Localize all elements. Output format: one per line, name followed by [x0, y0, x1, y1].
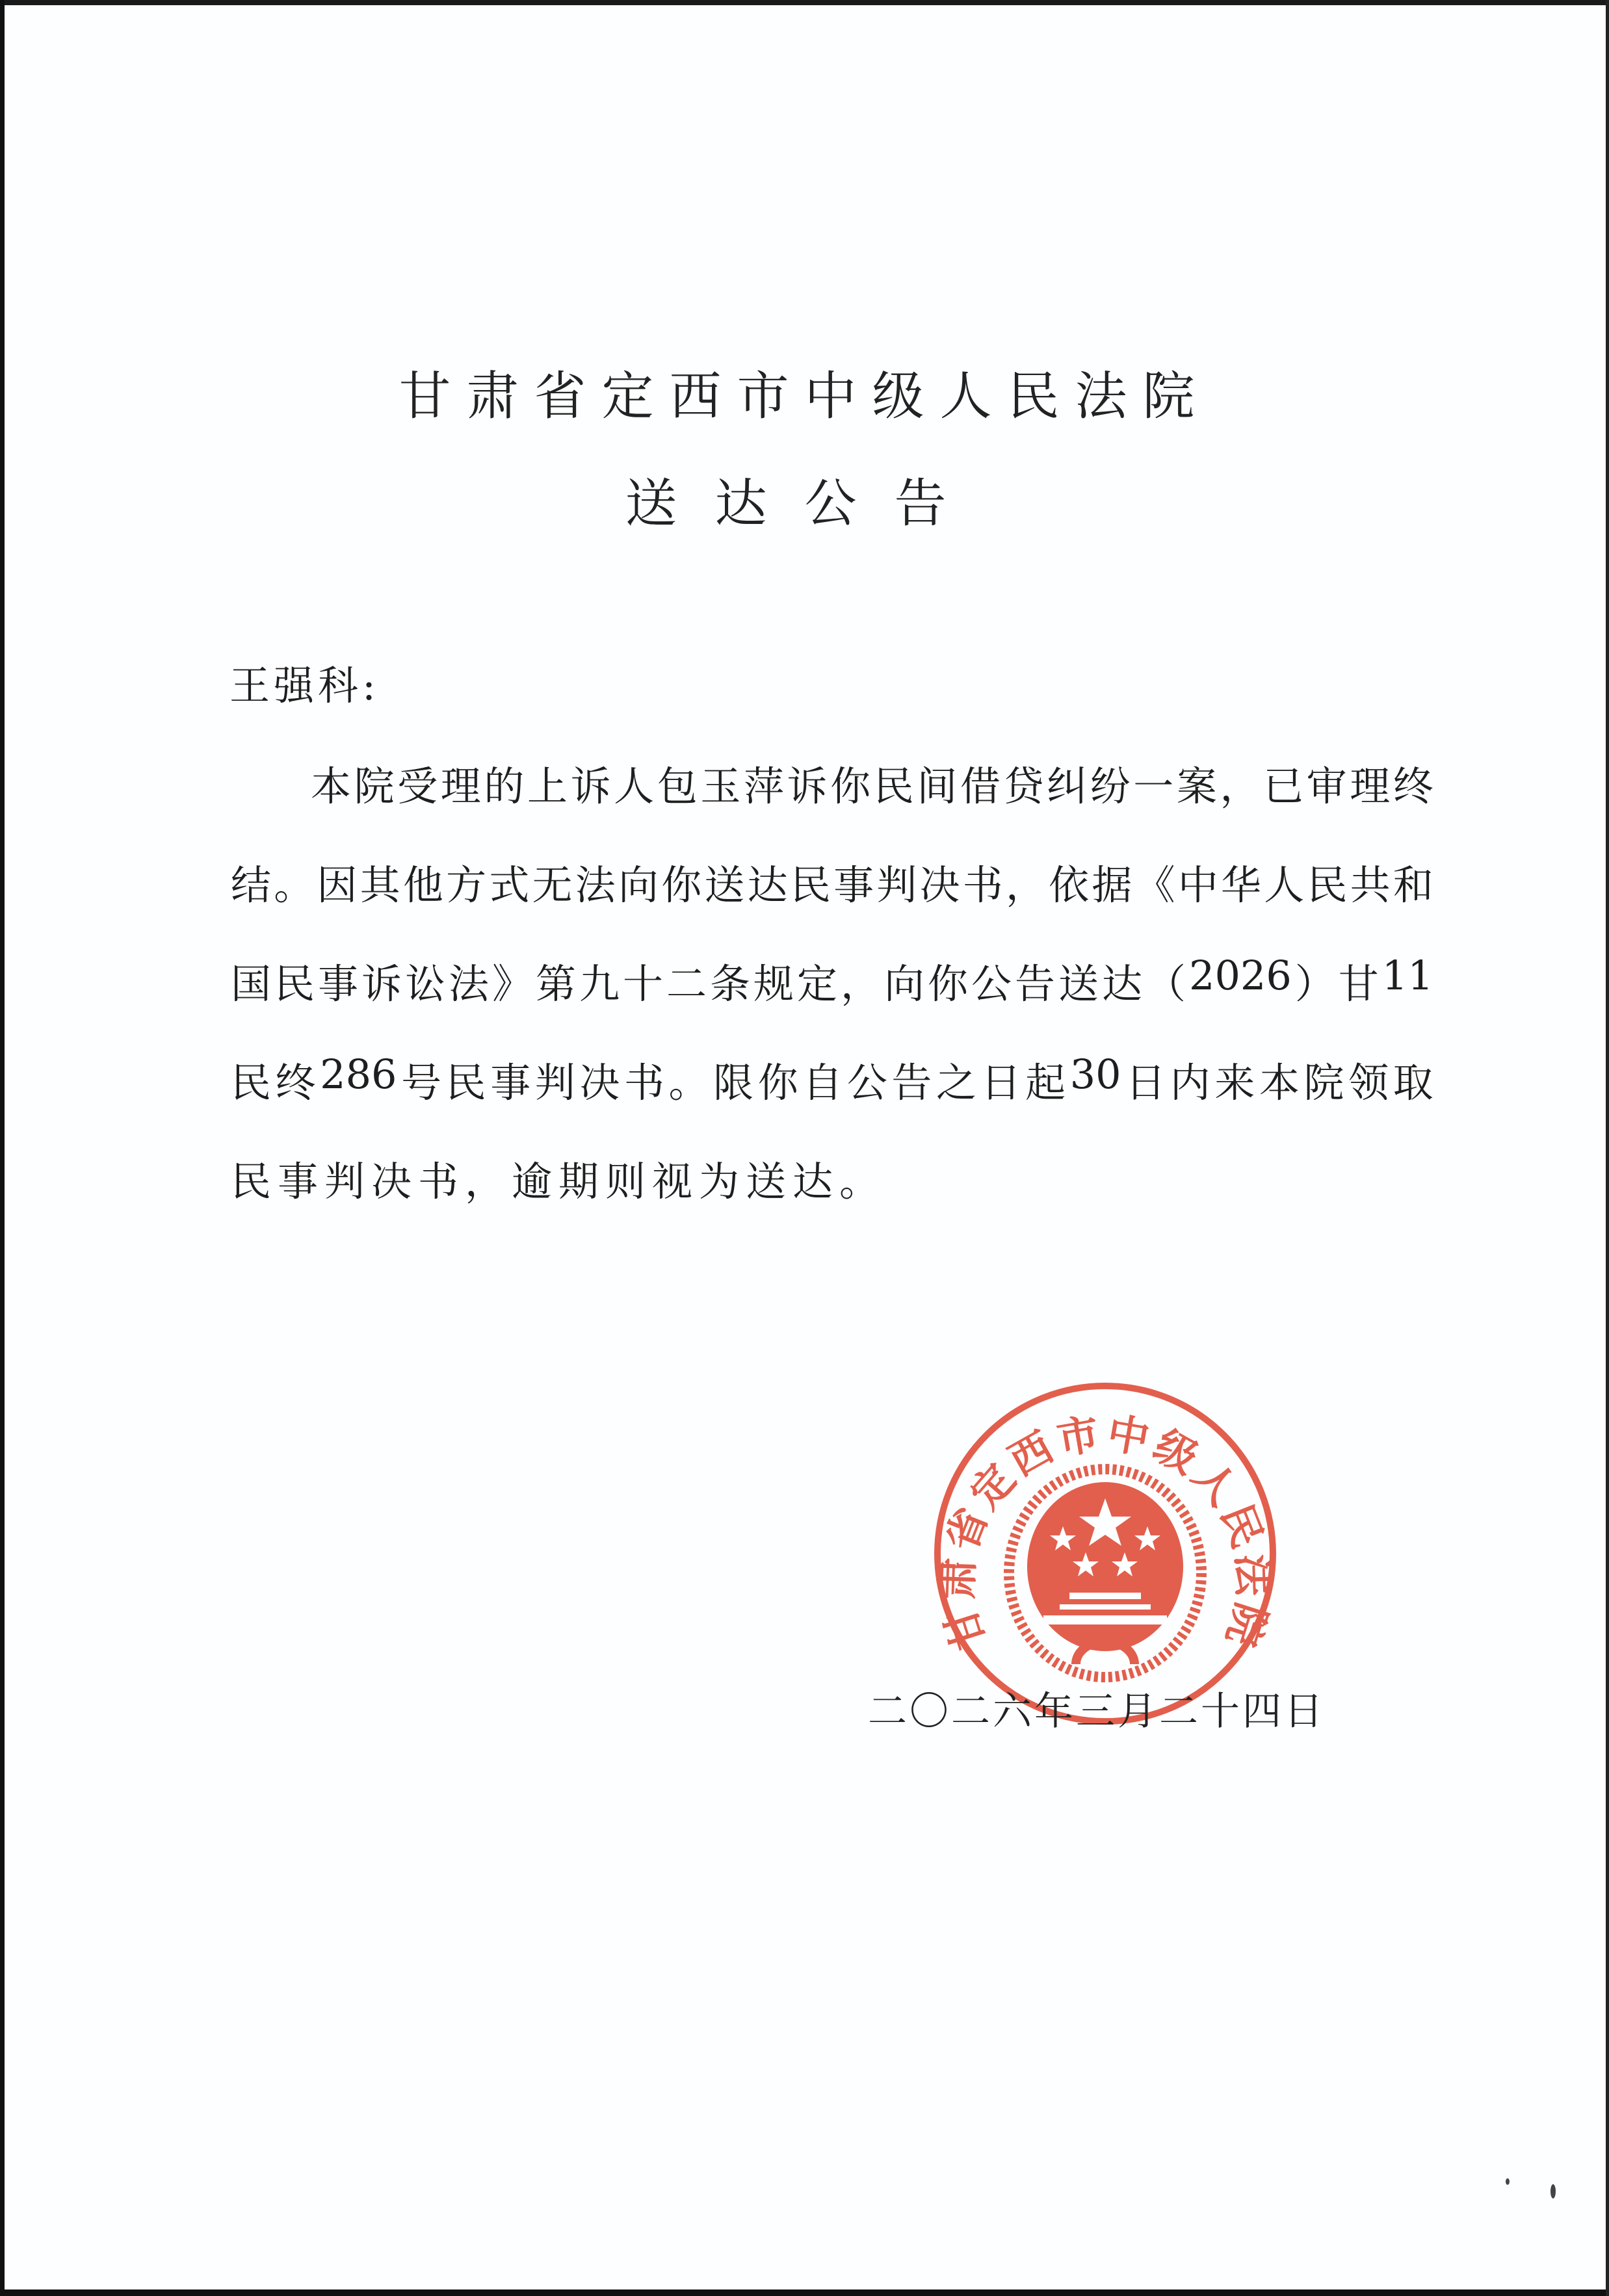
body-char: 纠 — [1047, 763, 1088, 810]
body-char: 公 — [971, 960, 1012, 1008]
official-seal — [930, 1378, 1281, 1729]
body-char: 规 — [753, 960, 794, 1008]
body-char: 纷 — [1090, 763, 1131, 810]
body-char: 讼 — [405, 960, 446, 1008]
body-char: 内 — [1170, 1059, 1210, 1106]
scan-edge-left — [0, 0, 5, 2296]
body-char: 终 — [275, 1059, 316, 1106]
body-char: 甘 — [1338, 960, 1379, 1008]
body-char: 间 — [917, 763, 958, 810]
body-char: 民 — [274, 960, 315, 1008]
body-char: 286 — [320, 1050, 397, 1098]
body-char: 公 — [846, 1059, 887, 1106]
scan-speck — [1550, 2184, 1556, 2198]
body-char: 和 — [1393, 861, 1433, 909]
body-char: 院 — [1303, 1059, 1344, 1106]
body-char: 理 — [440, 763, 481, 810]
body-char: 二 — [666, 960, 707, 1008]
body-line-2 — [231, 853, 1433, 911]
body-char: 国 — [231, 960, 272, 1008]
body-char: 你 — [830, 763, 871, 810]
body-char: 日 — [980, 1059, 1021, 1106]
scan-edge-top — [0, 0, 1609, 5]
body-char: 自 — [802, 1059, 843, 1106]
body-char: 送 — [1058, 960, 1099, 1008]
body-char: 判 — [534, 1059, 575, 1106]
body-char: 《 — [1134, 861, 1175, 909]
body-char: 你 — [757, 1059, 798, 1106]
body-char: 华 — [1221, 861, 1262, 909]
body-char: 据 — [1092, 861, 1132, 909]
issue-date: 二〇二六年三月二十四日 — [868, 1689, 1326, 1734]
body-char: （ — [1145, 960, 1186, 1008]
body-char: 民 — [445, 1059, 486, 1106]
body-char: 已 — [1263, 763, 1304, 810]
body-line-5: 民事判决书，逾期则视为送达。 — [231, 1158, 887, 1205]
body-char: 达 — [747, 861, 788, 909]
body-char: 告 — [891, 1059, 932, 1106]
seal-text: 甘肃省定西市中级人民法院 — [933, 1409, 1277, 1656]
body-char: 审 — [1306, 763, 1347, 810]
body-char: 限 — [713, 1059, 754, 1106]
body-char: 。 — [668, 1059, 709, 1106]
body-char: 取 — [1393, 1059, 1433, 1106]
body-char: 贷 — [1003, 763, 1044, 810]
body-char: 事 — [833, 861, 874, 909]
body-char: 送 — [704, 861, 745, 909]
body-char: 。 — [274, 861, 315, 909]
body-char: 案 — [1176, 763, 1217, 810]
body-char: 借 — [960, 763, 1001, 810]
body-char: 民 — [1307, 861, 1348, 909]
body-char: 民 — [873, 763, 914, 810]
body-char: 定 — [797, 960, 838, 1008]
body-char: 日 — [1125, 1059, 1166, 1106]
body-char: ， — [1220, 763, 1261, 810]
body-char: 受 — [397, 763, 438, 810]
body-char: 共 — [1350, 861, 1391, 909]
body-char: 向 — [618, 861, 659, 909]
body-char: 的 — [484, 763, 525, 810]
notice-title: 送达公告 — [625, 473, 984, 534]
body-char: 判 — [876, 861, 917, 909]
body-char: 告 — [1015, 960, 1056, 1008]
body-char: 民 — [790, 861, 831, 909]
body-char: 式 — [489, 861, 530, 909]
body-char: 因 — [317, 861, 358, 909]
scan-edge-right — [1606, 0, 1609, 2296]
body-char: 依 — [1049, 861, 1090, 909]
body-char: 上 — [527, 763, 568, 810]
body-char: 之 — [936, 1059, 977, 1106]
body-char: 条 — [710, 960, 751, 1008]
body-char: 2026 — [1189, 952, 1292, 999]
body-char: 人 — [1264, 861, 1305, 909]
body-char: 号 — [401, 1059, 442, 1106]
body-line-4 — [231, 1050, 1433, 1108]
body-char: 院 — [354, 763, 395, 810]
body-char: 包 — [657, 763, 698, 810]
body-char: 来 — [1214, 1059, 1255, 1106]
body-char: 诉 — [570, 763, 611, 810]
body-char: 法 — [575, 861, 616, 909]
scan-edge-bottom — [0, 2289, 1609, 2296]
body-line-1 — [311, 754, 1433, 812]
body-char: 他 — [402, 861, 443, 909]
body-char: 中 — [1177, 861, 1218, 909]
body-char: 理 — [1350, 763, 1391, 810]
body-char: 方 — [446, 861, 487, 909]
body-char: 无 — [532, 861, 573, 909]
body-char: ） — [1294, 960, 1335, 1008]
body-char: 书 — [962, 861, 1003, 909]
body-char: ， — [841, 960, 882, 1008]
body-char: 事 — [318, 960, 359, 1008]
body-line-3 — [231, 952, 1433, 1010]
body-char: 30 — [1069, 1050, 1121, 1098]
addressee: 王强科: — [229, 662, 380, 709]
body-char: ， — [1005, 861, 1046, 909]
body-char: 九 — [579, 960, 620, 1008]
body-char: 第 — [536, 960, 577, 1008]
body-char: 达 — [1102, 960, 1143, 1008]
body-char: 事 — [490, 1059, 531, 1106]
body-char: 起 — [1025, 1059, 1066, 1106]
body-char: 决 — [919, 861, 960, 909]
body-char: 11 — [1381, 952, 1433, 999]
body-char: 书 — [623, 1059, 664, 1106]
body-char: 十 — [623, 960, 664, 1008]
body-char: 玉 — [700, 763, 741, 810]
national-emblem-icon — [1009, 1469, 1201, 1677]
body-char: 本 — [311, 763, 352, 810]
body-char: 一 — [1133, 763, 1174, 810]
body-char: 民 — [231, 1059, 272, 1106]
scan-speck — [1506, 2178, 1510, 2185]
body-char: 你 — [661, 861, 702, 909]
body-char: 领 — [1348, 1059, 1389, 1106]
body-char: 结 — [231, 861, 272, 909]
body-char: 萍 — [743, 763, 784, 810]
body-char: 决 — [579, 1059, 620, 1106]
body-char: 诉 — [787, 763, 828, 810]
body-char: 人 — [614, 763, 655, 810]
body-char: 其 — [360, 861, 400, 909]
body-char: 本 — [1259, 1059, 1300, 1106]
body-char: 诉 — [361, 960, 402, 1008]
body-char: 向 — [884, 960, 925, 1008]
body-char: 终 — [1393, 763, 1433, 810]
court-name-title: 甘肃省定西市中级人民法院 — [399, 366, 1210, 426]
body-char: 》 — [492, 960, 533, 1008]
body-char: 法 — [449, 960, 490, 1008]
body-char: 你 — [928, 960, 969, 1008]
